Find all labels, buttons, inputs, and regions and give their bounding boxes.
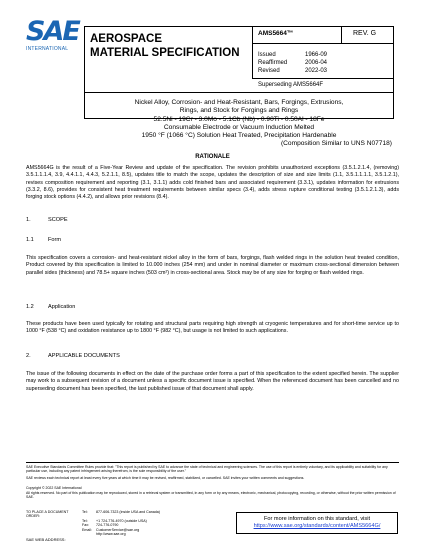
section-application-heading: 1.2 Application	[26, 304, 76, 310]
web-box-text: For more information on this standard, visit	[263, 516, 370, 522]
header-divider	[341, 26, 342, 43]
contact-row: Fax: 724-776-0790	[82, 523, 119, 528]
document-dates	[258, 51, 327, 75]
section-form-heading: 1.1 Form	[26, 237, 62, 243]
sae-logo	[26, 16, 79, 68]
sae-logo-mark: SAE	[26, 16, 79, 47]
footer-review-note: SAE reviews each technical report at least every five years at which time it may be revised, reaffirmed, stabilized, or cancelled. SAE invites your written comments and suggestions.	[26, 476, 305, 480]
application-text: These products have been used typically for rotating and structural parts requiring high strength at cryogenic temperatures and for short-time service up to 1000 °F (538 °C) and oxidation resistance up to 1800 °F (982 °C), but usage is not limited to such applications.	[26, 321, 399, 335]
contact-row: Tel: +1 724-776-4970 (outside USA)	[82, 518, 147, 523]
form-text: This specification covers a corrosion- and heat-resistant nickel alloy in the form of bars, forgings, flash welded rings in the solution heat treated condition, Product covered by this specification is limited to 10.000 inches (254 mm) and under in nominal diameter or maximum cross-sectional dimension between parallel sides (thickness) and 78.5+ square inches (503 cm²) in cross-sectional area. Stock may be of any size for forging or flash welded rings.	[26, 255, 399, 276]
standard-web-box	[236, 512, 398, 534]
header-divider	[252, 78, 394, 79]
superseding-note: Superseding AMS5664F	[258, 82, 324, 88]
contact-row: Email: CustomerService@sae.org	[82, 527, 140, 532]
header-divider	[252, 43, 394, 44]
footer-rights-note: All rights reserved. No part of this publication may be reproduced, stored in a retrieval system or transmitted, in any form or by any means, electronic, mechanical, photocopying, recording, or otherwise, without the prior written permission of SAE.	[26, 491, 396, 500]
header-divider	[252, 26, 253, 78]
date-row: Reaffirmed 2006-04	[258, 60, 328, 66]
footer-copyright: Copyright © 2022 SAE International	[26, 486, 82, 490]
section-scope-heading: 1. SCOPE	[26, 217, 68, 223]
footer-web-address-label: SAE WEB ADDRESS:	[26, 537, 66, 542]
header-divider	[84, 92, 394, 93]
contact-row: TO PLACE A DOCUMENT ORDER: Tel: 877-606-7323 (inside USA and Canada)	[26, 510, 160, 519]
document-title: AEROSPACE MATERIAL SPECIFICATION	[90, 33, 240, 59]
sae-logo-tagline: INTERNATIONAL	[26, 46, 69, 52]
footer-rules-note: SAE Executive Standards Committee Rules provide that: "This report is published by SAE to advance the state of technical and engineering sciences. The use of this report is entirely voluntary, and its applicability and suitability for any particular use, including any patent infringement arising therefrom, is the sole responsibility of the user."	[26, 465, 388, 474]
date-row: Revised 2022-03	[258, 68, 328, 74]
document-number: AMS5664™	[258, 30, 294, 37]
revision-label: REV. G	[353, 30, 377, 37]
rationale-heading: RATIONALE	[195, 154, 230, 160]
date-row: Issued 1966-09	[258, 52, 328, 58]
footer-divider	[26, 462, 399, 463]
rationale-text: AMS5664G is the result of a Five-Year Review and update of the specification. The revision prohibits unauthorized exceptions (3.5.1.2.1.4, (removing) 3.5.1.1.1.4, 3.9, 4.4.1.1, 4.4.3, 5.2.1.1, 8.5), updates title to match the scope, updates the description of size and size limits (1.1, 3.5.1.1.1.1, 3.5.1.2.1), revises composition requirement and reporting (3.1, 3.1.1) adds cold finished bars and associated requirement (3.3.1), updates information for extrusions (3.3.2, 8.6), provides for consistent heat treatment requirements between similar specs (3.4), adds stress rupture conditional testing (3.5.1.2.1.3), adds forging stock options (4.4.2), and allows prior revisions (8.4).	[26, 165, 399, 201]
section-documents-heading: 2. APPLICABLE DOCUMENTS	[26, 353, 120, 359]
contact-row: http://www.sae.org	[96, 532, 126, 537]
standard-web-link[interactable]: https://www.sae.org/standards/content/AMS5664G/	[253, 523, 381, 529]
document-subject: Nickel Alloy, Corrosion- and Heat-Resistant, Bars, Forgings, Extrusions, Rings, and Stock for Forgings and Rings 52.5Ni - 19Cr - 3.0Mo - 5.1Cb (Nb) - 0.90Ti - 0.50Al - 18Fe Consumable Electrode or Vacuum Induction Melted 1950 °F (1066 °C) Solution Heat Treated, Precipitation Hardenable (Composition Similar to UNS N07718)	[134, 99, 392, 148]
documents-text: The issue of the following documents in effect on the date of the purchase order forms a part of this specification to the extent specified herein. The supplier may work to a subsequent revision of a document unless a specific document issue is specified. When the referenced document has been cancelled and no superseding document has been specified, the last published issue of that document shall apply.	[26, 371, 399, 392]
order-contacts	[26, 510, 160, 536]
